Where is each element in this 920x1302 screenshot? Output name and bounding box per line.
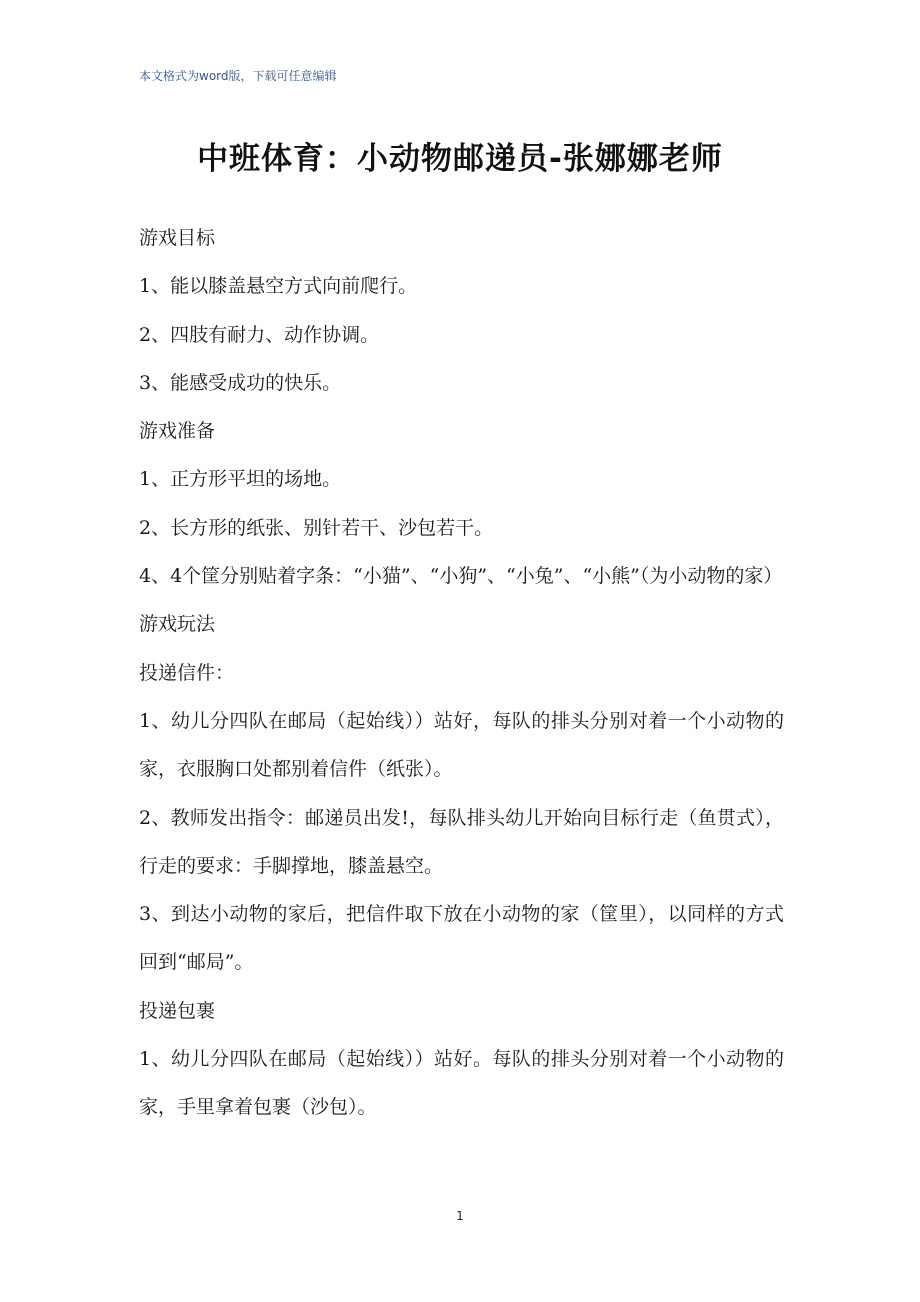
section-heading-goals: 游戏目标 <box>139 227 216 249</box>
subsection-heading-parcels: 投递包裹 <box>139 999 216 1022</box>
paragraph: 3、到达小动物的家后，把信件取下放在小动物的家（筐里），以同样的方式回到“邮局”。 <box>139 903 784 974</box>
paragraph: 3、能感受成功的快乐。 <box>139 371 342 394</box>
paragraph: 2、四肢有耐力、动作协调。 <box>139 323 380 346</box>
document-body <box>139 214 784 1132</box>
paragraph: 1、能以膝盖悬空方式向前爬行。 <box>139 275 418 298</box>
page-number: 1 <box>456 1209 464 1223</box>
paragraph: 2、长方形的纸张、别针若干、沙包若干。 <box>139 516 494 539</box>
document-title: 中班体育：小动物邮递员-张娜娜老师 <box>197 141 723 177</box>
paragraph: 1、正方形平坦的场地。 <box>139 468 342 491</box>
subsection-heading-letters: 投递信件： <box>139 661 235 684</box>
header-note: 本文格式为word版，下载可任意编辑 <box>139 69 337 83</box>
section-heading-preparation: 游戏准备 <box>139 420 216 443</box>
section-heading-gameplay: 游戏玩法 <box>139 613 216 636</box>
paragraph: 1、幼儿分四队在邮局（起始线））站好，每队的排头分别对着一个小动物的家，衣服胸口处都别着信件（纸张）。 <box>139 709 784 781</box>
paragraph: 4、4个筐分别贴着字条：“小猫”、“小狗”、“小兔”、“小熊”（为小动物的家） <box>139 565 783 588</box>
paragraph: 1、幼儿分四队在邮局（起始线））站好。每队的排头分别对着一个小动物的家，手里拿着包裹（沙包）。 <box>139 1048 784 1119</box>
paragraph: 2、教师发出指令：邮递员出发!，每队排头幼儿开始向目标行走（鱼贯式），行走的要求：手脚撑地，膝盖悬空。 <box>139 806 784 877</box>
